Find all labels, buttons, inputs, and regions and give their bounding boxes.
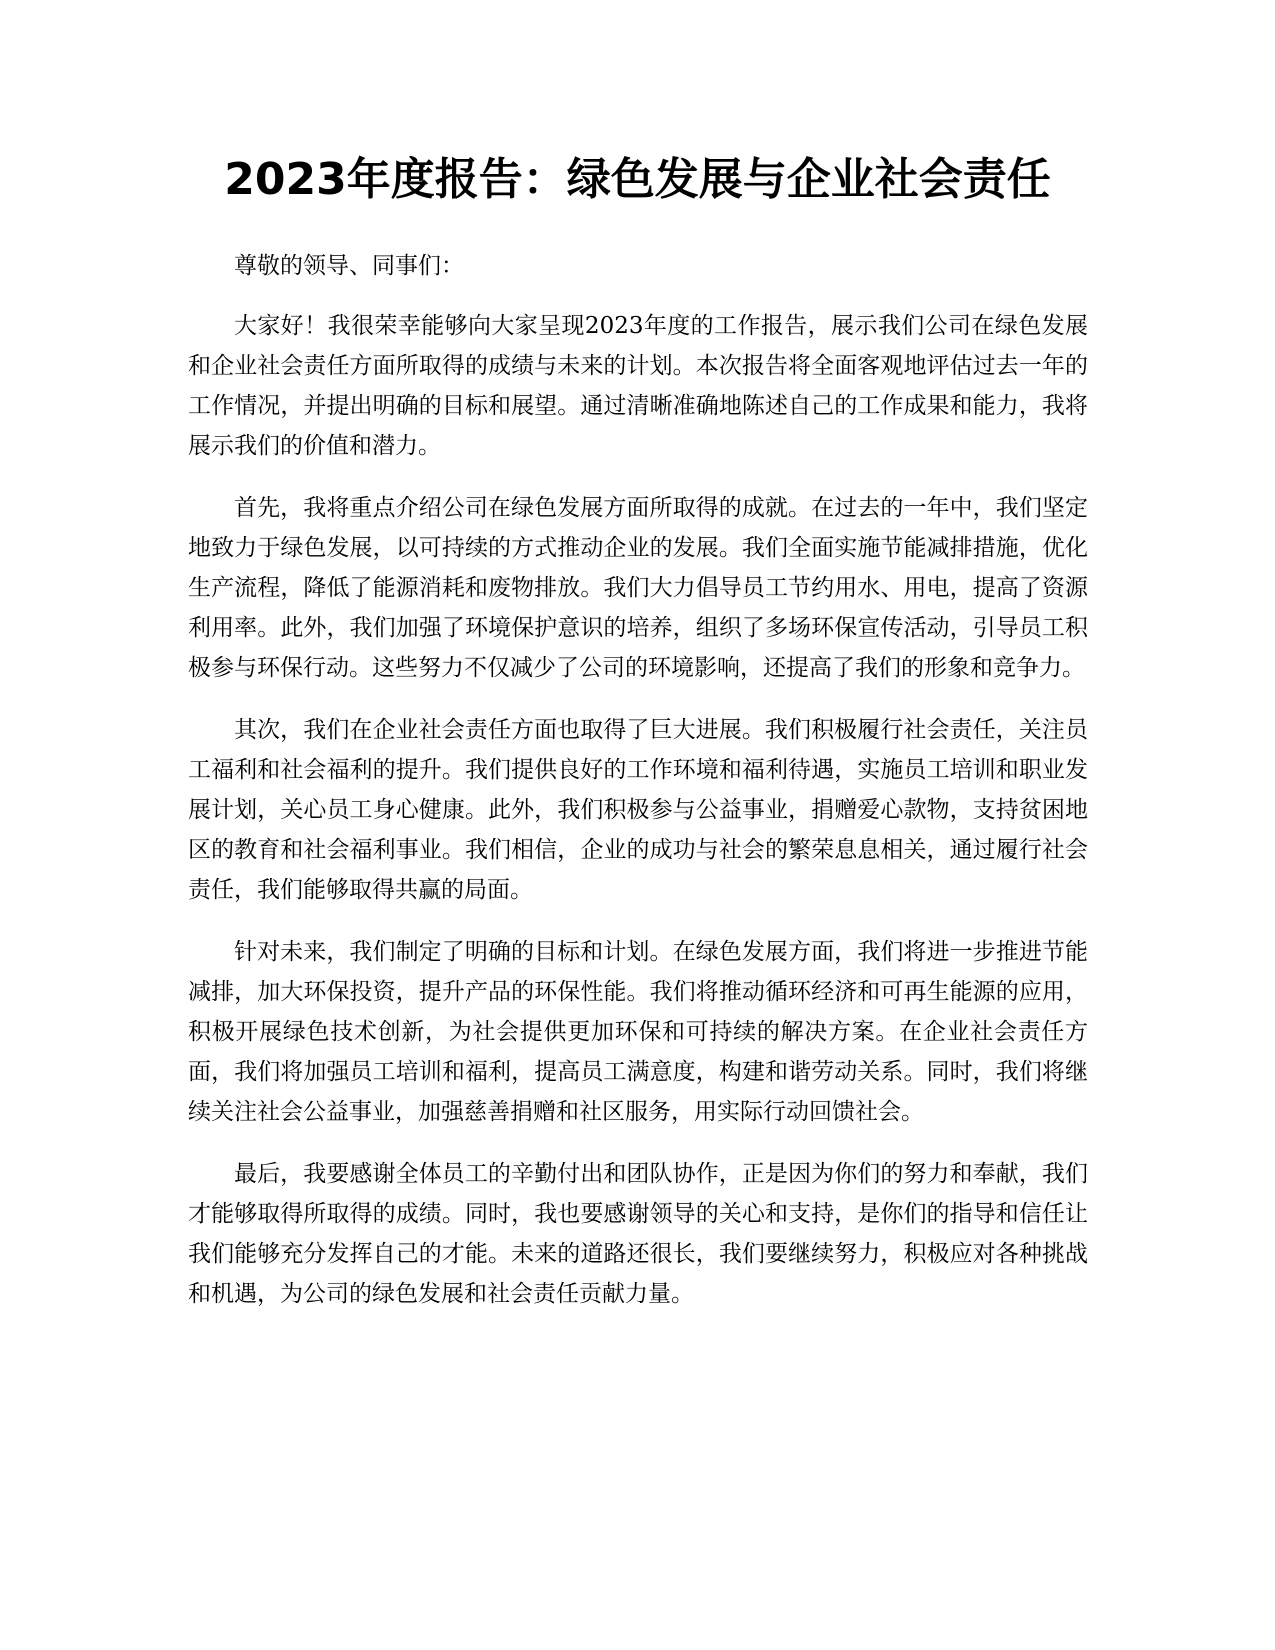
paragraph-closing: 最后，我要感谢全体员工的辛勤付出和团队协作，正是因为你们的努力和奉献，我们才能够取得所取得的成绩。同时，我也要感谢领导的关心和支持，是你们的指导和信任让我们能够充分发挥自己的才能。未来的道路还很长，我们要继续努力，积极应对各种挑战和机遇，为公司的绿色发展和社会责任贡献力量。 bbox=[188, 1161, 1088, 1307]
paragraph-green-development: 首先，我将重点介绍公司在绿色发展方面所取得的成就。在过去的一年中，我们坚定地致力于绿色发展，以可持续的方式推动企业的发展。我们全面实施节能减排措施，优化生产流程，降低了能源消耗和废物排放。我们大力倡导员工节约用水、用电，提高了资源利用率。此外，我们加强了环境保护意识的培养，组织了多场环保宣传活动，引导员工积极参与环保行动。这些努力不仅减少了公司的环境影响，还提高了我们的形象和竞争力。 bbox=[188, 495, 1088, 681]
paragraph-intro: 大家好！我很荣幸能够向大家呈现2023年度的工作报告，展示我们公司在绿色发展和企业社会责任方面所取得的成绩与未来的计划。本次报告将全面客观地评估过去一年的工作情况，并提出明确的目标和展望。通过清晰准确地陈述自己的工作成果和能力，我将展示我们的价值和潜力。 bbox=[188, 313, 1088, 459]
document-title: 2023年度报告：绿色发展与企业社会责任 bbox=[224, 154, 1051, 205]
paragraph-future-plans: 针对未来，我们制定了明确的目标和计划。在绿色发展方面，我们将进一步推进节能减排，加大环保投资，提升产品的环保性能。我们将推动循环经济和可再生能源的应用，积极开展绿色技术创新，为社会提供更加环保和可持续的解决方案。在企业社会责任方面，我们将加强员工培训和福利，提高员工满意度，构建和谐劳动关系。同时，我们将继续关注社会公益事业，加强慈善捐赠和社区服务，用实际行动回馈社会。 bbox=[188, 939, 1088, 1125]
greeting: 尊敬的领导、同事们： bbox=[234, 253, 464, 279]
paragraph-social-responsibility: 其次，我们在企业社会责任方面也取得了巨大进展。我们积极履行社会责任，关注员工福利和社会福利的提升。我们提供良好的工作环境和福利待遇，实施员工培训和职业发展计划，关心员工身心健康。此外，我们积极参与公益事业，捐赠爱心款物，支持贫困地区的教育和社会福利事业。我们相信，企业的成功与社会的繁荣息息相关，通过履行社会责任，我们能够取得共赢的局面。 bbox=[188, 717, 1088, 903]
document-body bbox=[188, 246, 1088, 1336]
